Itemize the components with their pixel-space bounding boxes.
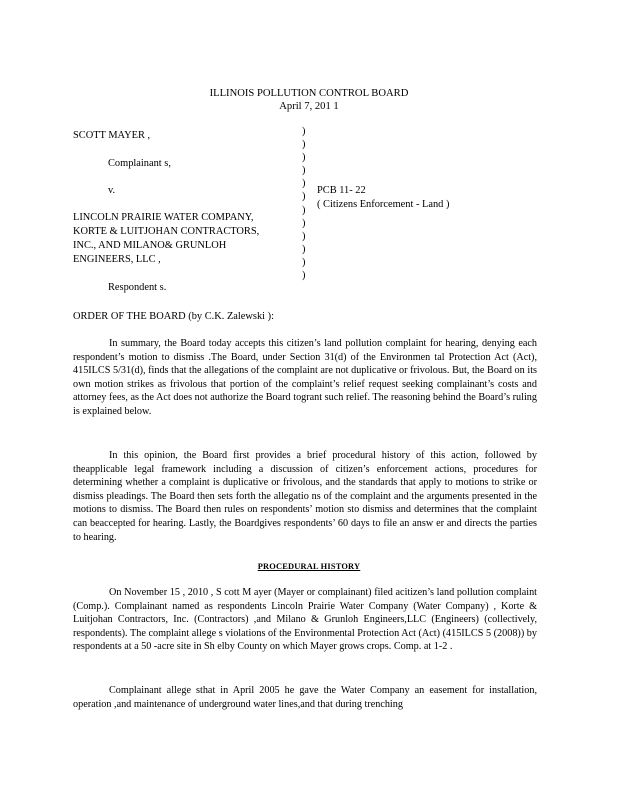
complainant-role: Complainant s, [108, 158, 171, 169]
caption-paren: ) [302, 126, 306, 137]
opinion-overview-paragraph [73, 449, 537, 544]
complainant-name: SCOTT MAYER , [73, 130, 151, 141]
caption-paren: ) [302, 256, 306, 268]
paragraph-text: On November 15 , 2010 , S cott M ayer (Mayer or complainant) filed acitizen’s land pollution complaint (Comp.). Complainant named as respondents Lincoln Prairie Water Company (Water Company) , Korte & Luitjohan Contractors, Inc. (Contractors) ,and Milano & Grunloh Engineers,LLC (Engineers) (collectively, respondents). The complaint allege s violations of the Environmental Protection Act (Act) (415ILCS 5 (2008)) by respondents at a 50 -acre site in Sh elby County on which Mayer grows crops. Comp. at 1-2 . [73, 587, 537, 653]
procedural-history-heading: PROCEDURAL HISTORY [257, 562, 361, 571]
caption-paren-column [302, 125, 305, 282]
paragraph-text: In summary, the Board today accepts this citizen’s land pollution complaint for hearing, denying each respondent’s motion to dismiss .The Board, under Section 31(d) of the Environmen tal Protection Act (Act), 415ILCS 5/31(d), finds that the allegations of the complaint are not duplicative or frivolous. But, the Board on its own motion strikes as frivolous that portion of the complaint’s relief request seeking complainant’s costs and attorney fees, as the Act does not authorize the Board togrant such relief. The reasoning behind the Board’s ruling is explained below. [73, 338, 537, 417]
versus-label: v. [108, 185, 116, 196]
caption-paren: ) [302, 152, 306, 164]
caption-paren: ) [302, 217, 306, 229]
respondent-role: Respondent s. [108, 282, 167, 293]
caption-paren: ) [302, 139, 306, 151]
easement-paragraph [73, 684, 537, 711]
summary-paragraph [73, 337, 537, 419]
case-type: ( Citizens Enforcement - Land ) [317, 199, 450, 210]
caption-paren: ) [302, 165, 306, 177]
respondent-line: LINCOLN PRAIRIE WATER COMPANY, [73, 212, 254, 223]
case-number: PCB 11- 22 [317, 185, 366, 196]
paragraph-text: In this opinion, the Board first provides a brief procedural history of this action, followed by theapplicable legal framework including a discussion of citizen’s enforcement actions, procedures for determining whether a complaint is duplicative or frivolous, and the standards that apply to motions to strike or dismiss pleadings. The Board then sets forth the allegatio ns of the complaint and the arguments presented in the motions to dismiss. The Board then rules on respondents’ motion sto dismiss and determines that the complaint can beaccepted for hearing. Lastly, the Boardgives respondents’ 60 days to file an answ er and directs the parties to hearing. [73, 450, 537, 543]
procedural-history-paragraph [73, 586, 537, 654]
respondent-line: ENGINEERS, LLC , [73, 254, 161, 265]
order-date: April 7, 201 1 [279, 101, 339, 112]
respondent-line: KORTE & LUITJOHAN CONTRACTORS, [73, 226, 260, 237]
paragraph-text: Complainant allege sthat in April 2005 he gave the Water Company an easement for installation, operation ,and maintenance of underground water lines,and that during trenching [73, 685, 537, 710]
order-heading: ORDER OF THE BOARD (by C.K. Zalewski ): [73, 311, 274, 322]
agency-title: ILLINOIS POLLUTION CONTROL BOARD [209, 88, 409, 99]
caption-paren: ) [302, 204, 306, 216]
caption-paren: ) [302, 191, 306, 203]
caption-paren: ) [302, 230, 306, 242]
caption-paren: ) [302, 243, 306, 255]
caption-paren: ) [302, 270, 306, 282]
respondent-line: INC., AND MILANO& GRUNLOH [73, 240, 227, 251]
caption-paren: ) [302, 178, 306, 190]
